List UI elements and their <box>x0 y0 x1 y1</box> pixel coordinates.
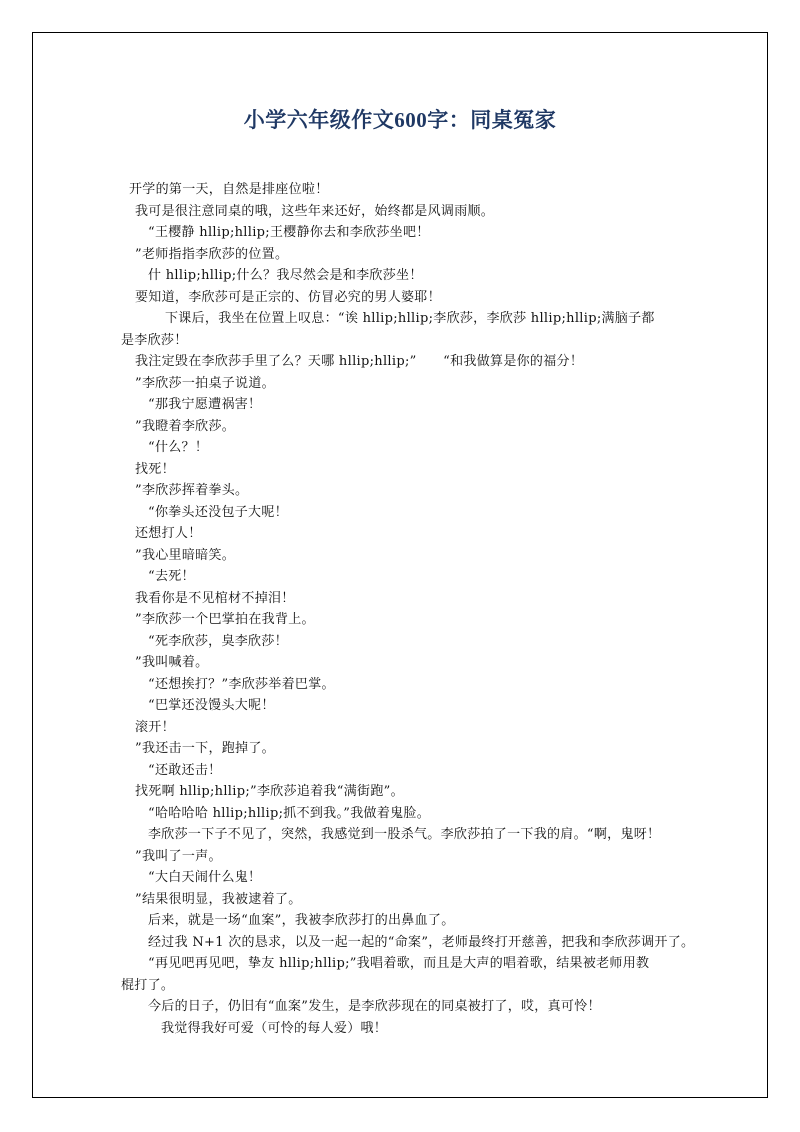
body-line: “死李欣莎，臭李欣莎！ <box>148 634 288 649</box>
body-line: 还想打人！ <box>135 526 202 541</box>
body-line: ”老师指指李欣莎的位置。 <box>135 247 289 262</box>
body-line: ”我还击一下，跑掉了。 <box>135 741 275 756</box>
body-line: 要知道，李欣莎可是正宗的、仿冒必究的男人婆耶！ <box>135 290 441 305</box>
body-line: 我注定毁在李欣莎手里了么？天哪 hllip;hllip;” “和我做算是你的福分！ <box>135 354 584 369</box>
body-line: ”结果很明显，我被逮着了。 <box>135 892 302 907</box>
body-line: ”我叫喊着。 <box>135 655 209 670</box>
body-line: ”我瞪着李欣莎。 <box>135 419 236 434</box>
body-line: “王樱静 hllip;hllip;王樱静你去和李欣莎坐吧！ <box>148 225 430 240</box>
body-line: 什 hllip;hllip;什么？我尽然会是和李欣莎坐！ <box>148 268 423 283</box>
body-line: “去死！ <box>148 569 195 584</box>
body-line: “什么？！ <box>148 440 209 455</box>
body-line: 后来，就是一场“血案”，我被李欣莎打的出鼻血了。 <box>148 913 455 928</box>
body-line: ”我心里暗暗笑。 <box>135 548 236 563</box>
body-line: 经过我 N+1 次的恳求，以及一起一起的“命案”，老师最终打开慈善，把我和李欣莎调开了。 <box>148 935 695 950</box>
body-line: 开学的第一天，自然是排座位啦！ <box>129 182 329 197</box>
body-line: 我看你是不见棺材不掉泪！ <box>135 591 295 606</box>
body-line: 找死！ <box>135 462 175 477</box>
body-line: “你拳头还没包子大呢！ <box>148 505 288 520</box>
body-line: 我可是很注意同桌的哦，这些年来还好，始终都是风调雨顺。 <box>135 204 495 219</box>
body-line: 李欣莎一下子不见了，突然，我感觉到一股杀气。李欣莎拍了一下我的肩。“啊，鬼呀！ <box>148 827 661 842</box>
body-line: 是李欣莎！ <box>121 333 188 348</box>
body-line: 今后的日子，仍旧有“血案”发生，是李欣莎现在的同桌被打了，哎，真可怜！ <box>148 999 601 1014</box>
document-title: 小学六年级作文600字：同桌冤家 <box>243 108 557 132</box>
body-line: 我觉得我好可爱（可怜的每人爱）哦！ <box>161 1021 388 1036</box>
body-line: “还敢还击！ <box>148 763 222 778</box>
body-line: “再见吧再见吧，挚友 hllip;hllip;”我唱着歌，而且是大声的唱着歌，结果被老师用教 <box>148 956 650 971</box>
body-line: “巴掌还没馒头大呢！ <box>148 698 275 713</box>
body-line: ”李欣莎一拍桌子说道。 <box>135 376 275 391</box>
body-line: ”李欣莎挥着拳头。 <box>135 483 249 498</box>
body-line: 滚开！ <box>135 720 175 735</box>
body-line: 下课后，我坐在位置上叹息：“诶 hllip;hllip;李欣莎，李欣莎 hllip;hllip;满脑子都 <box>165 311 655 326</box>
body-line: “还想挨打？”李欣莎举着巴掌。 <box>148 677 335 692</box>
body-line: ”李欣莎一个巴掌拍在我背上。 <box>135 612 315 627</box>
body-line: ”我叫了一声。 <box>135 849 222 864</box>
body-line: 找死啊 hllip;hllip;”李欣莎追着我“满街跑”。 <box>135 784 404 799</box>
body-line: “大白天闹什么鬼！ <box>148 870 262 885</box>
body-line: “那我宁愿遭祸害！ <box>148 397 262 412</box>
body-line: “哈哈哈哈 hllip;hllip;抓不到我。”我做着鬼脸。 <box>148 806 431 821</box>
body-line: 棍打了。 <box>121 978 175 993</box>
